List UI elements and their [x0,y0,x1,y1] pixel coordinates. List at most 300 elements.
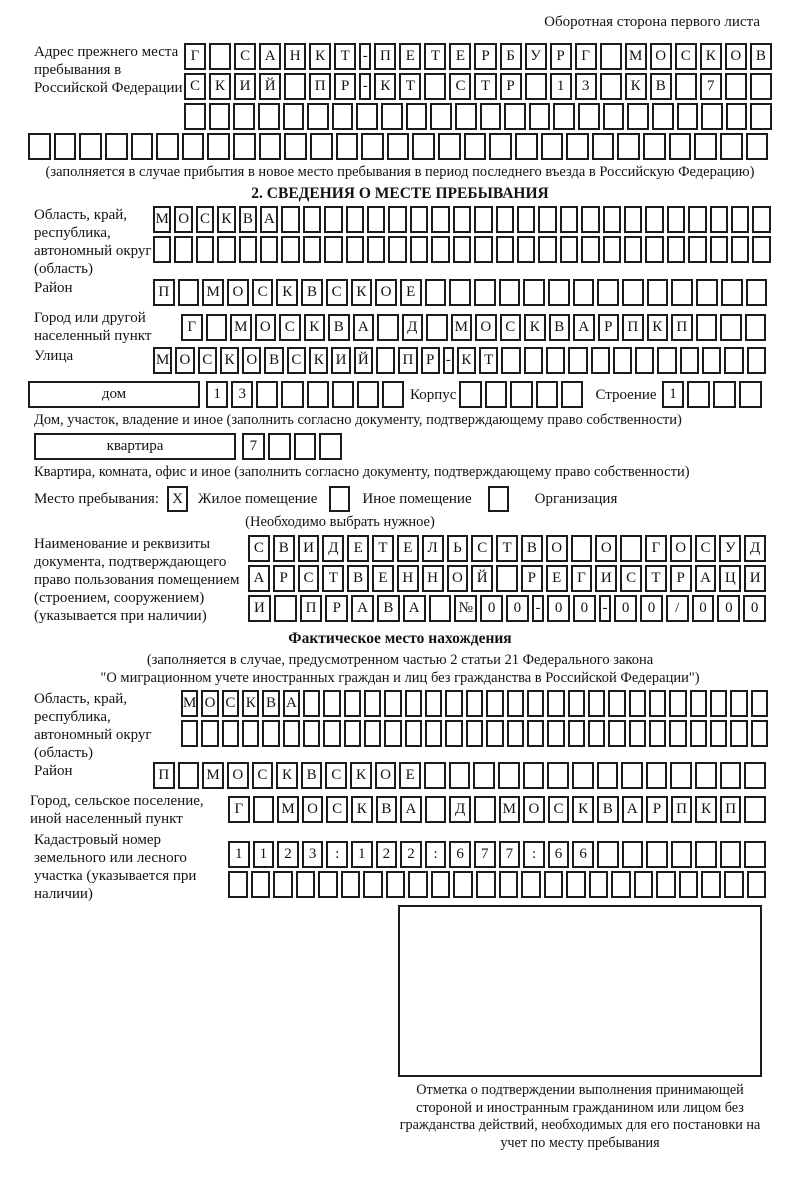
char-cell[interactable]: Р [550,43,572,70]
char-cell[interactable] [228,871,248,898]
char-cell[interactable]: 0 [480,595,503,622]
char-cell[interactable]: 0 [573,595,596,622]
char-cell[interactable] [667,236,685,263]
char-cell[interactable]: Г [228,796,250,823]
char-cell[interactable]: С [471,535,493,562]
char-cell[interactable] [696,314,718,341]
char-cell[interactable]: Ь [447,535,469,562]
char-cell[interactable]: 0 [717,595,740,622]
char-cell[interactable] [688,206,706,233]
char-cell[interactable] [747,347,766,374]
char-cell[interactable]: П [374,43,396,70]
char-cell[interactable] [568,347,587,374]
char-cell[interactable] [544,871,564,898]
char-cell[interactable] [597,279,619,306]
char-cell[interactable]: М [153,206,171,233]
char-cell[interactable] [153,236,171,263]
char-cell[interactable] [600,73,622,100]
char-cell[interactable] [346,236,364,263]
char-cell[interactable]: К [217,206,235,233]
char-cell[interactable] [560,206,578,233]
char-cell[interactable] [474,206,492,233]
char-cell[interactable]: К [572,796,594,823]
char-cell[interactable]: М [230,314,252,341]
char-cell[interactable]: Е [449,43,471,70]
confirmation-mark-box[interactable] [398,905,762,1077]
char-cell[interactable]: У [525,43,547,70]
char-cell[interactable]: 3 [575,73,597,100]
char-cell[interactable]: 0 [506,595,529,622]
char-cell[interactable]: А [259,43,281,70]
char-cell[interactable]: 1 [662,381,685,408]
char-cell[interactable] [207,133,230,160]
char-cell[interactable] [731,206,749,233]
char-cell[interactable] [307,103,329,130]
char-cell[interactable] [486,690,503,717]
char-cell[interactable] [367,206,385,233]
char-cell[interactable] [258,103,280,130]
char-cell[interactable]: Е [399,762,421,789]
char-cell[interactable] [344,690,361,717]
char-cell[interactable]: / [666,595,689,622]
char-cell[interactable]: Е [400,279,422,306]
char-cell[interactable]: Т [399,73,421,100]
char-cell[interactable] [547,762,569,789]
char-cell[interactable] [696,279,718,306]
char-cell[interactable]: М [625,43,647,70]
char-cell[interactable] [474,236,492,263]
char-cell[interactable]: П [153,762,175,789]
char-cell[interactable]: 1 [550,73,572,100]
char-cell[interactable] [281,381,303,408]
char-cell[interactable]: - [443,347,454,374]
char-cell[interactable]: У [719,535,741,562]
char-cell[interactable]: Т [474,73,496,100]
char-cell[interactable] [589,871,609,898]
char-cell[interactable]: К [625,73,647,100]
char-cell[interactable]: О [670,535,692,562]
char-cell[interactable]: В [377,595,400,622]
char-cell[interactable] [720,762,742,789]
char-cell[interactable] [597,841,619,868]
char-cell[interactable] [646,762,668,789]
char-cell[interactable]: 7 [499,841,521,868]
char-cell[interactable]: О [174,206,192,233]
char-cell[interactable]: Т [334,43,356,70]
char-cell[interactable] [695,762,717,789]
char-cell[interactable] [303,720,320,747]
char-cell[interactable] [209,103,231,130]
char-cell[interactable] [501,347,520,374]
char-cell[interactable]: Т [645,565,667,592]
char-cell[interactable]: О [650,43,672,70]
char-cell[interactable] [694,133,717,160]
char-cell[interactable] [750,103,772,130]
char-cell[interactable] [547,720,564,747]
char-cell[interactable] [695,841,717,868]
char-cell[interactable]: Р [474,43,496,70]
char-cell[interactable] [262,720,279,747]
char-cell[interactable] [529,103,551,130]
char-cell[interactable] [687,381,710,408]
char-cell[interactable]: П [300,595,323,622]
char-cell[interactable] [690,690,707,717]
char-cell[interactable] [515,133,538,160]
char-cell[interactable] [346,206,364,233]
char-cell[interactable]: - [599,595,611,622]
char-cell[interactable] [646,841,668,868]
char-cell[interactable]: И [234,73,256,100]
char-cell[interactable] [156,133,179,160]
char-cell[interactable] [449,279,471,306]
char-cell[interactable] [524,347,543,374]
char-cell[interactable] [525,73,547,100]
char-cell[interactable] [455,103,477,130]
char-cell[interactable]: С [198,347,217,374]
char-cell[interactable] [499,279,521,306]
char-cell[interactable]: А [351,595,374,622]
char-cell[interactable]: П [309,73,331,100]
char-cell[interactable]: Ц [719,565,741,592]
char-cell[interactable]: С [500,314,522,341]
char-cell[interactable] [323,690,340,717]
char-cell[interactable]: О [595,535,617,562]
char-cell[interactable]: - [359,43,371,70]
char-cell[interactable] [217,236,235,263]
char-cell[interactable] [386,871,406,898]
char-cell[interactable]: 2 [277,841,299,868]
char-cell[interactable]: Й [354,347,373,374]
char-cell[interactable] [453,236,471,263]
char-cell[interactable]: С [620,565,642,592]
char-cell[interactable] [713,381,736,408]
char-cell[interactable] [283,720,300,747]
char-cell[interactable] [701,103,723,130]
char-cell[interactable]: 0 [614,595,637,622]
char-cell[interactable] [657,347,676,374]
char-cell[interactable]: Д [402,314,424,341]
char-cell[interactable] [568,690,585,717]
char-cell[interactable] [669,720,686,747]
char-cell[interactable] [591,347,610,374]
char-cell[interactable] [603,206,621,233]
char-cell[interactable] [652,103,674,130]
char-cell[interactable]: В [750,43,772,70]
char-cell[interactable] [332,381,354,408]
char-cell[interactable]: К [350,762,372,789]
char-cell[interactable] [710,236,728,263]
char-cell[interactable] [731,236,749,263]
char-cell[interactable] [425,720,442,747]
char-cell[interactable] [364,690,381,717]
char-cell[interactable]: М [277,796,299,823]
char-cell[interactable]: А [695,565,717,592]
char-cell[interactable]: Г [645,535,667,562]
char-cell[interactable]: С [695,535,717,562]
char-cell[interactable]: О [255,314,277,341]
char-cell[interactable]: В [262,690,279,717]
char-cell[interactable] [669,133,692,160]
char-cell[interactable]: К [647,314,669,341]
char-cell[interactable] [209,43,231,70]
char-cell[interactable] [28,133,51,160]
char-cell[interactable] [600,43,622,70]
char-cell[interactable] [294,433,317,460]
char-cell[interactable]: 1 [253,841,275,868]
char-cell[interactable]: Н [422,565,444,592]
char-cell[interactable]: 0 [640,595,663,622]
char-cell[interactable]: Т [322,565,344,592]
char-cell[interactable]: 0 [692,595,715,622]
char-cell[interactable] [624,206,642,233]
char-cell[interactable]: Р [598,314,620,341]
char-cell[interactable] [745,314,767,341]
char-cell[interactable]: О [523,796,545,823]
char-cell[interactable]: 0 [743,595,766,622]
char-cell[interactable] [561,381,583,408]
char-cell[interactable]: И [331,347,350,374]
char-cell[interactable] [675,73,697,100]
char-cell[interactable] [578,103,600,130]
char-cell[interactable] [284,133,307,160]
char-cell[interactable] [538,206,556,233]
char-cell[interactable] [624,236,642,263]
char-cell[interactable]: П [153,279,175,306]
char-cell[interactable] [476,871,496,898]
char-cell[interactable] [649,720,666,747]
char-cell[interactable]: 3 [302,841,324,868]
char-cell[interactable] [259,133,282,160]
char-cell[interactable]: 0 [547,595,570,622]
char-cell[interactable] [527,720,544,747]
char-cell[interactable]: П [622,314,644,341]
char-cell[interactable] [496,206,514,233]
char-cell[interactable]: С [248,535,270,562]
char-cell[interactable]: Г [181,314,203,341]
char-cell[interactable] [406,103,428,130]
char-cell[interactable] [688,236,706,263]
char-cell[interactable]: Й [471,565,493,592]
char-cell[interactable] [744,796,766,823]
char-cell[interactable] [671,841,693,868]
char-cell[interactable] [620,535,642,562]
char-cell[interactable] [318,871,338,898]
char-cell[interactable] [527,690,544,717]
char-cell[interactable]: В [376,796,398,823]
char-cell[interactable] [523,762,545,789]
char-cell[interactable] [521,871,541,898]
char-cell[interactable] [496,565,518,592]
char-cell[interactable] [608,720,625,747]
char-cell[interactable] [344,720,361,747]
char-cell[interactable]: С [675,43,697,70]
char-cell[interactable] [571,535,593,562]
char-cell[interactable] [367,236,385,263]
char-cell[interactable] [79,133,102,160]
char-cell[interactable]: В [521,535,543,562]
char-cell[interactable]: К [276,762,298,789]
char-cell[interactable]: С [222,690,239,717]
char-cell[interactable] [131,133,154,160]
char-cell[interactable] [608,690,625,717]
char-cell[interactable] [677,103,699,130]
char-cell[interactable] [376,347,395,374]
char-cell[interactable] [274,595,297,622]
char-cell[interactable]: Г [184,43,206,70]
char-cell[interactable]: Р [273,565,295,592]
char-cell[interactable]: В [264,347,283,374]
char-cell[interactable]: 6 [449,841,471,868]
char-cell[interactable] [242,720,259,747]
char-cell[interactable] [405,720,422,747]
char-cell[interactable] [588,720,605,747]
char-cell[interactable] [201,720,218,747]
char-cell[interactable]: 1 [351,841,373,868]
char-cell[interactable]: П [398,347,417,374]
char-cell[interactable] [747,871,767,898]
char-cell[interactable]: С [252,762,274,789]
char-cell[interactable] [507,690,524,717]
char-cell[interactable] [178,279,200,306]
char-cell[interactable] [485,381,507,408]
char-cell[interactable]: О [201,690,218,717]
char-cell[interactable]: А [622,796,644,823]
char-cell[interactable] [324,206,342,233]
char-cell[interactable]: К [457,347,476,374]
char-cell[interactable]: 6 [548,841,570,868]
char-cell[interactable] [284,73,306,100]
char-cell[interactable]: С [234,43,256,70]
char-cell[interactable] [669,690,686,717]
char-cell[interactable] [517,236,535,263]
char-cell[interactable]: Р [500,73,522,100]
char-cell[interactable] [424,73,446,100]
char-cell[interactable] [613,347,632,374]
char-cell[interactable]: В [597,796,619,823]
char-cell[interactable] [184,103,206,130]
char-cell[interactable] [445,720,462,747]
char-cell[interactable] [384,690,401,717]
char-cell[interactable]: К [304,314,326,341]
char-cell[interactable] [622,279,644,306]
char-cell[interactable]: О [447,565,469,592]
char-cell[interactable]: И [595,565,617,592]
char-cell[interactable]: М [499,796,521,823]
char-cell[interactable]: Е [399,43,421,70]
char-cell[interactable] [303,236,321,263]
char-cell[interactable]: Й [259,73,281,100]
char-cell[interactable]: Р [521,565,543,592]
char-cell[interactable] [425,796,447,823]
char-cell[interactable] [429,595,452,622]
char-cell[interactable] [251,871,271,898]
char-cell[interactable]: Е [397,535,419,562]
char-cell[interactable]: К [351,796,373,823]
char-cell[interactable]: А [283,690,300,717]
char-cell[interactable] [384,720,401,747]
char-cell[interactable]: К [242,690,259,717]
char-cell[interactable] [430,103,452,130]
char-cell[interactable] [464,133,487,160]
char-cell[interactable]: 7 [474,841,496,868]
char-cell[interactable] [730,720,747,747]
char-cell[interactable]: А [400,796,422,823]
char-cell[interactable]: : [425,841,447,868]
char-cell[interactable]: 6 [572,841,594,868]
char-cell[interactable]: Г [575,43,597,70]
char-cell[interactable] [710,720,727,747]
char-cell[interactable] [182,133,205,160]
char-cell[interactable]: М [202,762,224,789]
char-cell[interactable]: А [248,565,270,592]
char-cell[interactable]: В [273,535,295,562]
char-cell[interactable]: Е [546,565,568,592]
char-cell[interactable] [720,841,742,868]
char-cell[interactable]: О [227,762,249,789]
char-cell[interactable]: 3 [231,381,253,408]
char-cell[interactable] [268,433,291,460]
char-cell[interactable] [573,279,595,306]
char-cell[interactable] [445,690,462,717]
char-cell[interactable] [54,133,77,160]
char-cell[interactable] [381,103,403,130]
char-cell[interactable] [541,133,564,160]
char-cell[interactable] [273,871,293,898]
char-cell[interactable] [303,690,320,717]
char-cell[interactable] [679,871,699,898]
char-cell[interactable]: 7 [700,73,722,100]
char-cell[interactable]: Т [424,43,446,70]
char-cell[interactable] [690,720,707,747]
char-cell[interactable] [504,103,526,130]
char-cell[interactable]: С [196,206,214,233]
char-cell[interactable]: 2 [400,841,422,868]
char-cell[interactable] [629,690,646,717]
char-cell[interactable]: 1 [228,841,250,868]
char-cell[interactable] [323,720,340,747]
char-cell[interactable] [752,206,770,233]
char-cell[interactable] [627,103,649,130]
char-cell[interactable] [222,720,239,747]
char-cell[interactable] [466,720,483,747]
char-cell[interactable]: С [287,347,306,374]
char-cell[interactable] [671,279,693,306]
char-cell[interactable] [388,236,406,263]
char-cell[interactable] [324,236,342,263]
char-cell[interactable] [670,762,692,789]
char-cell[interactable] [538,236,556,263]
char-cell[interactable]: П [671,314,693,341]
char-cell[interactable]: Р [670,565,692,592]
char-cell[interactable] [377,314,399,341]
char-cell[interactable] [412,133,435,160]
char-cell[interactable] [752,236,770,263]
char-cell[interactable]: Е [347,535,369,562]
char-cell[interactable] [603,236,621,263]
char-cell[interactable] [645,236,663,263]
char-cell[interactable] [357,381,379,408]
char-cell[interactable] [536,381,558,408]
char-cell[interactable]: К [695,796,717,823]
char-cell[interactable]: П [720,796,742,823]
char-cell[interactable] [572,762,594,789]
char-cell[interactable]: С [326,796,348,823]
char-cell[interactable] [233,103,255,130]
char-cell[interactable] [643,133,666,160]
char-cell[interactable] [408,871,428,898]
char-cell[interactable] [629,720,646,747]
char-cell[interactable] [547,690,564,717]
